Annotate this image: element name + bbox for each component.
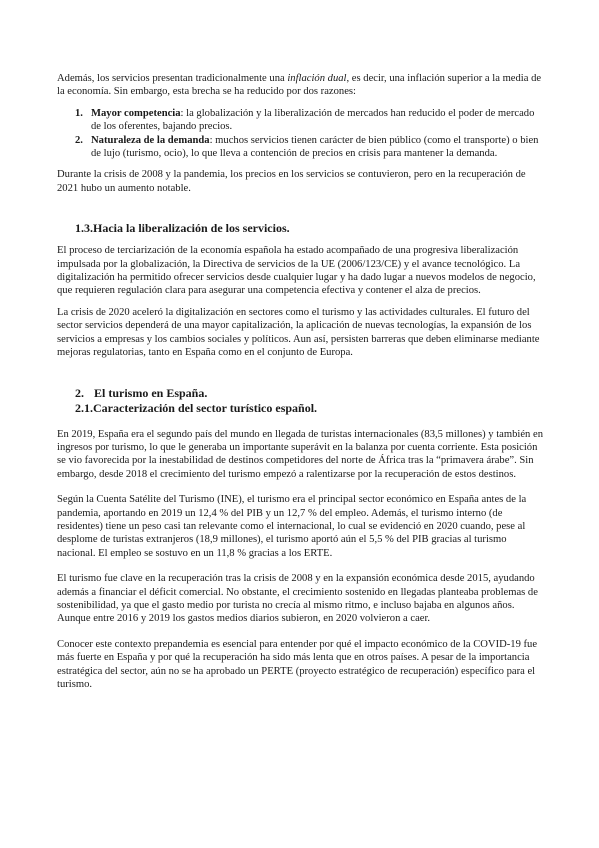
tourism-ranking-paragraph: En 2019, España era el segundo país del mundo en llegada de turistas internacionales (83,5 millones) y también en ingresos por turismo, lo que le generaba un importante superávit en la balanza por cuenta corriente. Esta posición se vio favorecida por la inestabilidad de destinos competidores del norte de África tras la “primavera árabe”. Sin embargo, desde 2018 el crecimiento del turismo empezó a ralentizarse por la recuperación de estos destinos. bbox=[57, 428, 543, 480]
liberalization-paragraph: El proceso de terciarización de la economía española ha estado acompañado de una progresiva liberalización impulsada por la globalización, la Directiva de servicios de la UE (2006/123/CE) y el avance tecnológico. La digitalización ha permitido ofrecer servicios desde cualquier lugar y ha dado lugar a nuevos modelos de negocio, que requieren regulación clara para asegurar una competencia efectiva y contener el alza de precios. bbox=[57, 245, 536, 297]
section-heading-1-3: 1.3.Hacia la liberalización de los servicios. bbox=[75, 221, 290, 236]
crisis-paragraph: Durante la crisis de 2008 y la pandemia, los precios en los servicios se contuvieron, pero en la recuperación de 2021 hubo un aumento notable. bbox=[57, 169, 526, 194]
document-page bbox=[57, 72, 547, 691]
intro-paragraph: Además, los servicios presentan tradicionalmente una inflación dual, es decir, una inflación superior a la media de la economía. Sin embargo, esta brecha se ha reducido por dos razones: bbox=[57, 73, 542, 98]
reasons-list bbox=[57, 107, 547, 161]
list-item: 1. Mayor competencia: la globalización y la liberalización de mercados han reducido el poder de mercado de los oferentes, bajando precios. bbox=[75, 107, 535, 133]
tourism-satellite-paragraph: Según la Cuenta Satélite del Turismo (INE), el turismo era el principal sector económico en España antes de la pandemia, aportando en 2019 un 12,4 % del PIB y un 12,7 % del empleo. Además, el turismo interno (de residentes) tiene un peso casi tan relevante como el internacional, lo cual se evidenció en 2020 cuando, pese al desplome de turistas extranjeros (18,9 millones), el turismo aportó aún el 5,5 % del PIB gracias al turismo nacional. El empleo se sostuvo en un 11,8 % gracias a los ERTE. bbox=[57, 494, 527, 559]
tourism-recovery-paragraph: El turismo fue clave en la recuperación tras la crisis de 2008 y en la expansión económica desde 2015, ayudando además a financiar el déficit comercial. No obstante, el crecimiento sostenido en llegadas planteaba problemas de sostenibilidad, ya que el gasto medio por turista no crecía al mismo ritmo, e incluso bajaba en algunos años. Aunque entre 2016 y 2019 los gastos medios diarios subieron, en 2020 volvieron a caer. bbox=[57, 573, 538, 625]
section-heading-2-1: 2.1.Caracterización del sector turístico español. bbox=[75, 400, 318, 415]
list-item: 2. Naturaleza de la demanda: muchos servicios tienen carácter de bien público (como el transporte) o bien de lujo (turismo, ocio), lo que lleva a contención de precios en crisis para mantener la demanda. bbox=[75, 134, 539, 160]
section-heading-2: 2. El turismo en España. bbox=[75, 385, 208, 400]
digitalization-paragraph: La crisis de 2020 aceleró la digitalización en sectores como el turismo y las actividades culturales. El futuro del sector servicios dependerá de una mayor capitalización, la aplicación de nuevas tecnologías, la expansión de los servicios a empresas y los cambios sociales y políticos. Aun así, persisten barreras que deben eliminarse mediante mejoras regulatorias, tanto en España como en el conjunto de Europa. bbox=[57, 306, 540, 359]
tourism-context-paragraph: Conocer este contexto prepandemia es esencial para entender por qué el impacto económico de la COVID-19 fue más fuerte en España y por qué la recuperación ha sido más lenta que en otros países. A pesar de la importancia estratégica del sector, aún no se ha aprobado un PERTE (proyecto estratégico de recuperación) específico para el turismo. bbox=[57, 638, 538, 690]
dual-inflation-term: inflación dual bbox=[287, 73, 347, 84]
